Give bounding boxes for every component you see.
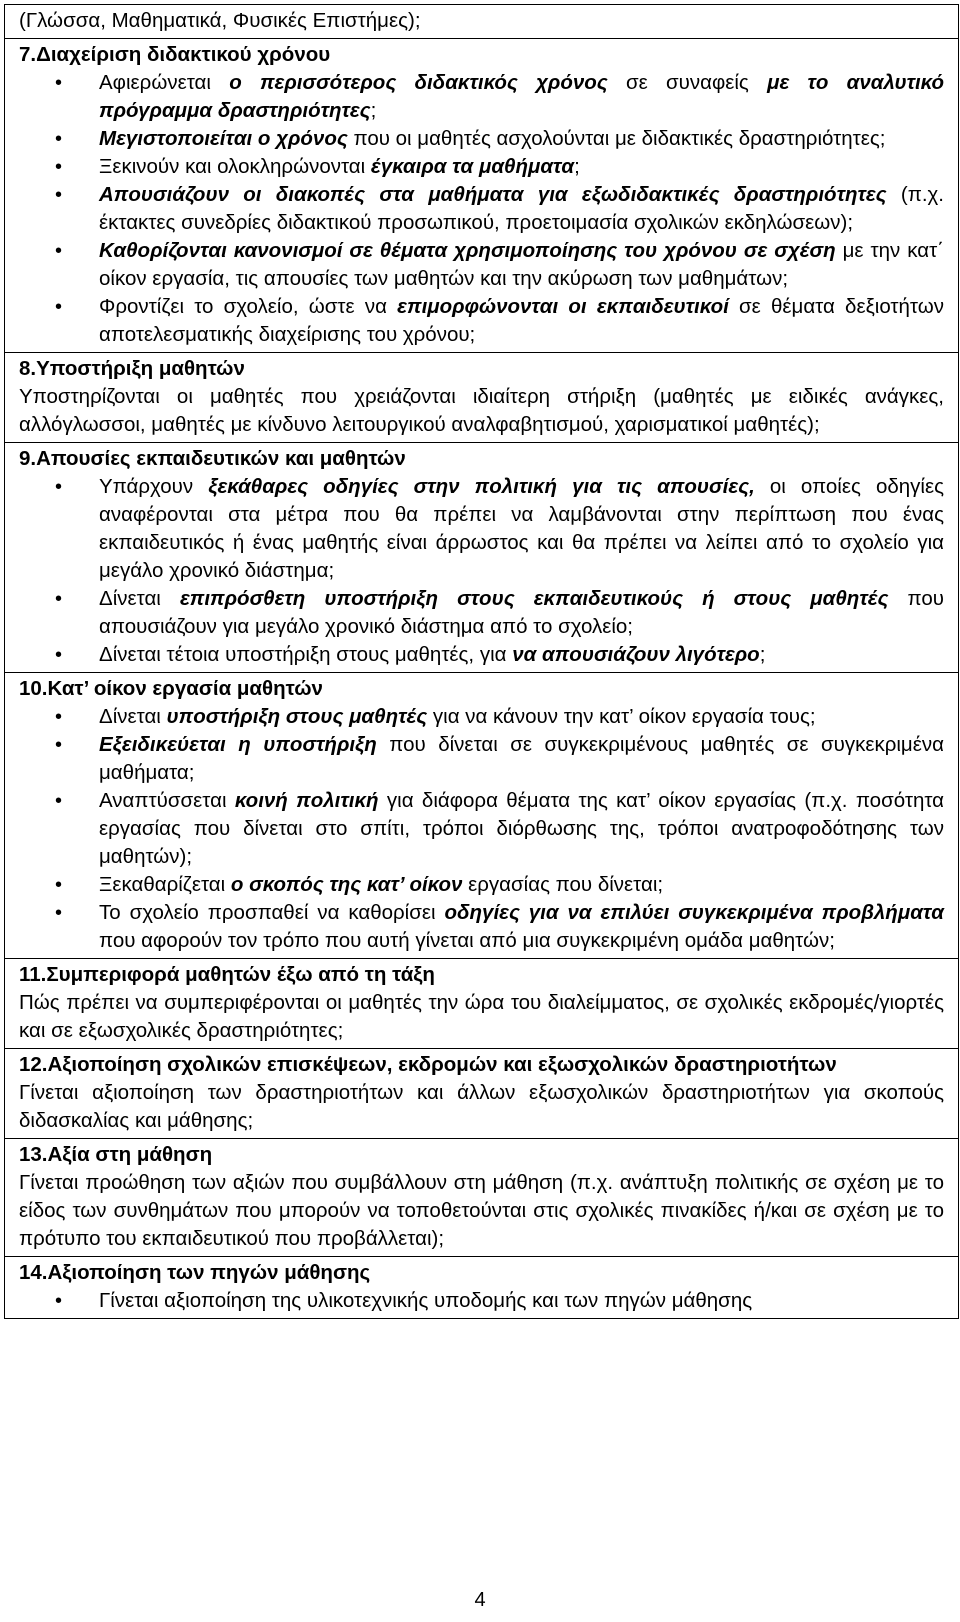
section-10 — [5, 673, 959, 959]
section-13 — [5, 1139, 959, 1257]
list-item: • Δίνεται υποστήριξη στους μαθητές για να κάνουν την κατ’ οίκον εργασία τους; — [99, 703, 944, 731]
section-heading: 13.Αξία στη μάθηση — [19, 1143, 213, 1166]
table-row — [5, 5, 959, 39]
list-item: • Το σχολείο προσπαθεί να καθορίσει οδηγίες για να επιλύει συγκεκριμένα προβλήματα που αφορούν τον τρόπο που αυτή γίνεται από μια συγκεκριμένη ομάδα μαθητών; — [99, 899, 944, 955]
section-text: Υποστηρίζονται οι μαθητές που χρειάζονται ιδιαίτερη στήριξη (μαθητές με ειδικές ανάγκες, αλλόγλωσσοι, μαθητές με κίνδυνο λειτουργικού αναλφαβητισμού, χαρισματικοί μαθητές); — [19, 385, 944, 436]
list-item: • Μεγιστοποιείται ο χρόνος που οι μαθητές ασχολούνται με διδακτικές δραστηριότητες; — [99, 125, 944, 153]
list-item: • Φροντίζει το σχολείο, ώστε να επιμορφώνονται οι εκπαιδευτικοί σε θέματα δεξιοτήτων αποτελεσματικής διαχείρισης του χρόνου; — [99, 293, 944, 349]
table-row — [5, 1139, 959, 1257]
document-table — [4, 4, 959, 1319]
list-item: • Γίνεται αξιοποίηση της υλικοτεχνικής υποδομής και των πηγών μάθησης — [99, 1287, 944, 1315]
list-item: • Απουσιάζουν οι διακοπές στα μαθήματα για εξωδιδακτικές δραστηριότητες (π.χ. έκτακτες συνεδρίες διδακτικού προσωπικού, προετοιμασία σχολικών εκδηλώσεων); — [99, 181, 944, 237]
bullet-list — [19, 703, 944, 955]
section-8 — [5, 353, 959, 443]
bullet-list — [19, 69, 944, 349]
section-11 — [5, 959, 959, 1049]
list-item: • Καθορίζονται κανονισμοί σε θέματα χρησιμοποίησης του χρόνου σε σχέση με την κατ΄ οίκον εργασία, τις απουσίες των μαθητών και την ακύρωση των μαθημάτων; — [99, 237, 944, 293]
list-item: • Δίνεται τέτοια υποστήριξη στους μαθητές, για να απουσιάζουν λιγότερο; — [99, 641, 944, 669]
document-page — [4, 4, 959, 1319]
section-14 — [5, 1257, 959, 1319]
section-7 — [5, 39, 959, 353]
section-text: Γίνεται αξιοποίηση των δραστηριοτήτων και άλλων εξωσχολικών δραστηριοτήτων για σκοπούς διδασκαλίας και μάθησης; — [19, 1081, 944, 1132]
section-heading: 10.Κατ’ οίκον εργασία μαθητών — [19, 677, 323, 700]
section-12 — [5, 1049, 959, 1139]
bullet-list — [19, 1287, 944, 1315]
table-row — [5, 1257, 959, 1319]
bullet-list — [19, 473, 944, 669]
list-item: • Εξειδικεύεται η υποστήριξη που δίνεται σε συγκεκριμένους μαθητές σε συγκεκριμένα μαθήματα; — [99, 731, 944, 787]
section-heading: 14.Αξιοποίηση των πηγών μάθησης — [19, 1261, 371, 1284]
section-heading: 11.Συμπεριφορά μαθητών έξω από τη τάξη — [19, 963, 435, 986]
list-item: • Ξεκινούν και ολοκληρώνονται έγκαιρα τα μαθήματα; — [99, 153, 944, 181]
section-heading: 9.Απουσίες εκπαιδευτικών και μαθητών — [19, 447, 406, 470]
continuation-text: (Γλώσσα, Μαθηματικά, Φυσικές Επιστήμες); — [19, 9, 421, 32]
table-row — [5, 39, 959, 353]
section-text: Γίνεται προώθηση των αξιών που συμβάλλουν στη μάθηση (π.χ. ανάπτυξη πολιτικής σε σχέση με το είδος των συνθημάτων που μπορούν να τοποθετούνται στις σχολικές πινακίδες ή/και σε σχέση με το πρότυπο του εκπαιδευτικού που προβάλλεται); — [19, 1171, 944, 1250]
section-9 — [5, 443, 959, 673]
page-number: 4 — [474, 1589, 486, 1611]
section-text: Πώς πρέπει να συμπεριφέρονται οι μαθητές την ώρα του διαλείμματος, σε σχολικές εκδρομές/γιορτές και σε εξωσχολικές δραστηριότητες; — [19, 991, 944, 1042]
section-heading: 8.Υποστήριξη μαθητών — [19, 357, 245, 380]
list-item: • Δίνεται επιπρόσθετη υποστήριξη στους εκπαιδευτικούς ή στους μαθητές που απουσιάζουν για μεγάλο χρονικό διάστημα από το σχολείο; — [99, 585, 944, 641]
table-cell — [5, 5, 959, 39]
table-row — [5, 353, 959, 443]
table-row — [5, 673, 959, 959]
table-row — [5, 959, 959, 1049]
table-row — [5, 443, 959, 673]
list-item: • Αφιερώνεται ο περισσότερος διδακτικός χρόνος σε συναφείς με το αναλυτικό πρόγραμμα δραστηριότητες; — [99, 69, 944, 125]
table-row — [5, 1049, 959, 1139]
list-item: • Ξεκαθαρίζεται ο σκοπός της κατ’ οίκον εργασίας που δίνεται; — [99, 871, 944, 899]
list-item: • Αναπτύσσεται κοινή πολιτική για διάφορα θέματα της κατ’ οίκον εργασίας (π.χ. ποσότητα εργασίας που δίνεται στο σπίτι, τρόποι διόρθωσης της, τρόποι ανατροφοδότησης των μαθητών); — [99, 787, 944, 871]
section-heading: 12.Αξιοποίηση σχολικών επισκέψεων, εκδρομών και εξωσχολικών δραστηριοτήτων — [19, 1053, 837, 1076]
list-item: • Υπάρχουν ξεκάθαρες οδηγίες στην πολιτική για τις απουσίες, οι οποίες οδηγίες αναφέρονται στα μέτρα που θα πρέπει να λαμβάνονται στην περίπτωση που ένας εκπαιδευτικός ή ένας μαθητής είναι άρρωστος και θα πρέπει να λείπει από το σχολείο για μεγάλο χρονικό διάστημα; — [99, 473, 944, 585]
section-heading: 7.Διαχείριση διδακτικού χρόνου — [19, 43, 331, 66]
